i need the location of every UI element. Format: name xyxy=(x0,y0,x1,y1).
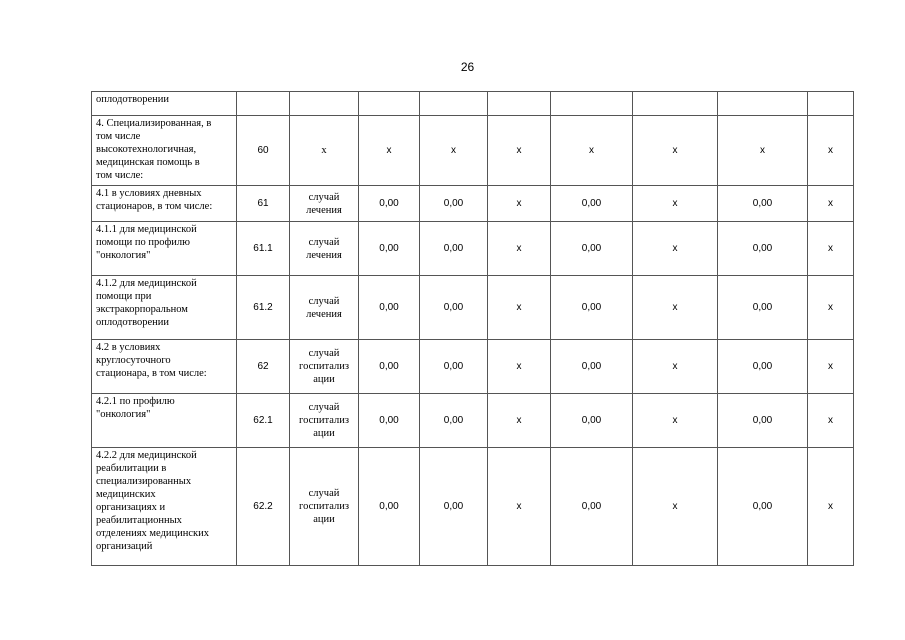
row-c6: х xyxy=(488,394,551,448)
row-c8: х xyxy=(633,340,718,394)
row-c8 xyxy=(633,92,718,116)
row-code: 62.1 xyxy=(237,394,290,448)
row-unit xyxy=(290,92,359,116)
row-c8: х xyxy=(633,276,718,340)
table-row xyxy=(92,394,854,448)
table-row xyxy=(92,116,854,186)
row-c9: 0,00 xyxy=(718,340,808,394)
row-c6: х xyxy=(488,276,551,340)
row-c10: х xyxy=(808,448,854,566)
row-c7: 0,00 xyxy=(551,340,633,394)
row-c4 xyxy=(359,92,420,116)
row-c7: 0,00 xyxy=(551,222,633,276)
row-c10 xyxy=(808,92,854,116)
row-c6: х xyxy=(488,116,551,186)
row-name: оплодотворении xyxy=(92,92,237,116)
row-c4: 0,00 xyxy=(359,394,420,448)
row-c9: 0,00 xyxy=(718,448,808,566)
row-c6: х xyxy=(488,222,551,276)
row-c5 xyxy=(420,92,488,116)
row-c9: 0,00 xyxy=(718,222,808,276)
row-name: 4.2.1 по профилю "онкология" xyxy=(92,394,237,448)
row-c7: 0,00 xyxy=(551,448,633,566)
row-unit: случай лечения xyxy=(290,276,359,340)
row-c10: х xyxy=(808,222,854,276)
row-c5: 0,00 xyxy=(420,394,488,448)
table-row xyxy=(92,222,854,276)
row-c7: 0,00 xyxy=(551,394,633,448)
table-row xyxy=(92,276,854,340)
row-c4: 0,00 xyxy=(359,186,420,222)
table-row xyxy=(92,92,854,116)
row-c7: 0,00 xyxy=(551,276,633,340)
row-c6: х xyxy=(488,340,551,394)
row-code: 62 xyxy=(237,340,290,394)
page-number: 26 xyxy=(460,60,475,74)
row-c9: 0,00 xyxy=(718,394,808,448)
row-c5: 0,00 xyxy=(420,222,488,276)
row-c4: 0,00 xyxy=(359,340,420,394)
row-c7: 0,00 xyxy=(551,186,633,222)
row-unit: случай госпитализ ации xyxy=(290,448,359,566)
row-c8: х xyxy=(633,116,718,186)
row-c4: 0,00 xyxy=(359,448,420,566)
row-unit: случай госпитализ ации xyxy=(290,340,359,394)
row-c8: х xyxy=(633,186,718,222)
row-c9: 0,00 xyxy=(718,276,808,340)
table-row xyxy=(92,340,854,394)
row-c9 xyxy=(718,92,808,116)
row-unit: случай госпитализ ации xyxy=(290,394,359,448)
row-c10: х xyxy=(808,394,854,448)
row-c9: х xyxy=(718,116,808,186)
row-code: 61.1 xyxy=(237,222,290,276)
row-c8: х xyxy=(633,394,718,448)
row-c10: х xyxy=(808,116,854,186)
row-c7: х xyxy=(551,116,633,186)
row-code: 62.2 xyxy=(237,448,290,566)
table-row xyxy=(92,186,854,222)
row-c8: х xyxy=(633,448,718,566)
row-c10: х xyxy=(808,186,854,222)
row-c10: х xyxy=(808,276,854,340)
row-c4: х xyxy=(359,116,420,186)
row-c6: х xyxy=(488,448,551,566)
row-c6: х xyxy=(488,186,551,222)
row-name: 4.1.1 для медицинской помощи по профилю "онкология" xyxy=(92,222,237,276)
row-code xyxy=(237,92,290,116)
row-name: 4.2 в условиях круглосуточного стационара, в том числе: xyxy=(92,340,237,394)
row-c4: 0,00 xyxy=(359,222,420,276)
row-c4: 0,00 xyxy=(359,276,420,340)
row-unit: х xyxy=(290,116,359,186)
row-c5: 0,00 xyxy=(420,340,488,394)
row-name: 4.2.2 для медицинской реабилитации в специализированных медицинских организациях и реабилитационных отделениях медицинских организаций xyxy=(92,448,237,566)
row-unit: случай лечения xyxy=(290,186,359,222)
row-name: 4.1.2 для медицинской помощи при экстракорпоральном оплодотворении xyxy=(92,276,237,340)
row-name: 4.1 в условиях дневных стационаров, в том числе: xyxy=(92,186,237,222)
row-c7 xyxy=(551,92,633,116)
row-c8: х xyxy=(633,222,718,276)
row-c5: 0,00 xyxy=(420,186,488,222)
row-name: 4. Специализированная, в том числе высокотехнологичная, медицинская помощь в том числе: xyxy=(92,116,237,186)
row-code: 61 xyxy=(237,186,290,222)
table-body xyxy=(92,92,854,566)
row-code: 60 xyxy=(237,116,290,186)
row-c5: 0,00 xyxy=(420,448,488,566)
data-table xyxy=(91,91,854,566)
row-code: 61.2 xyxy=(237,276,290,340)
row-c6 xyxy=(488,92,551,116)
row-c9: 0,00 xyxy=(718,186,808,222)
row-c5: х xyxy=(420,116,488,186)
row-c10: х xyxy=(808,340,854,394)
row-unit: случай лечения xyxy=(290,222,359,276)
table-row xyxy=(92,448,854,566)
row-c5: 0,00 xyxy=(420,276,488,340)
